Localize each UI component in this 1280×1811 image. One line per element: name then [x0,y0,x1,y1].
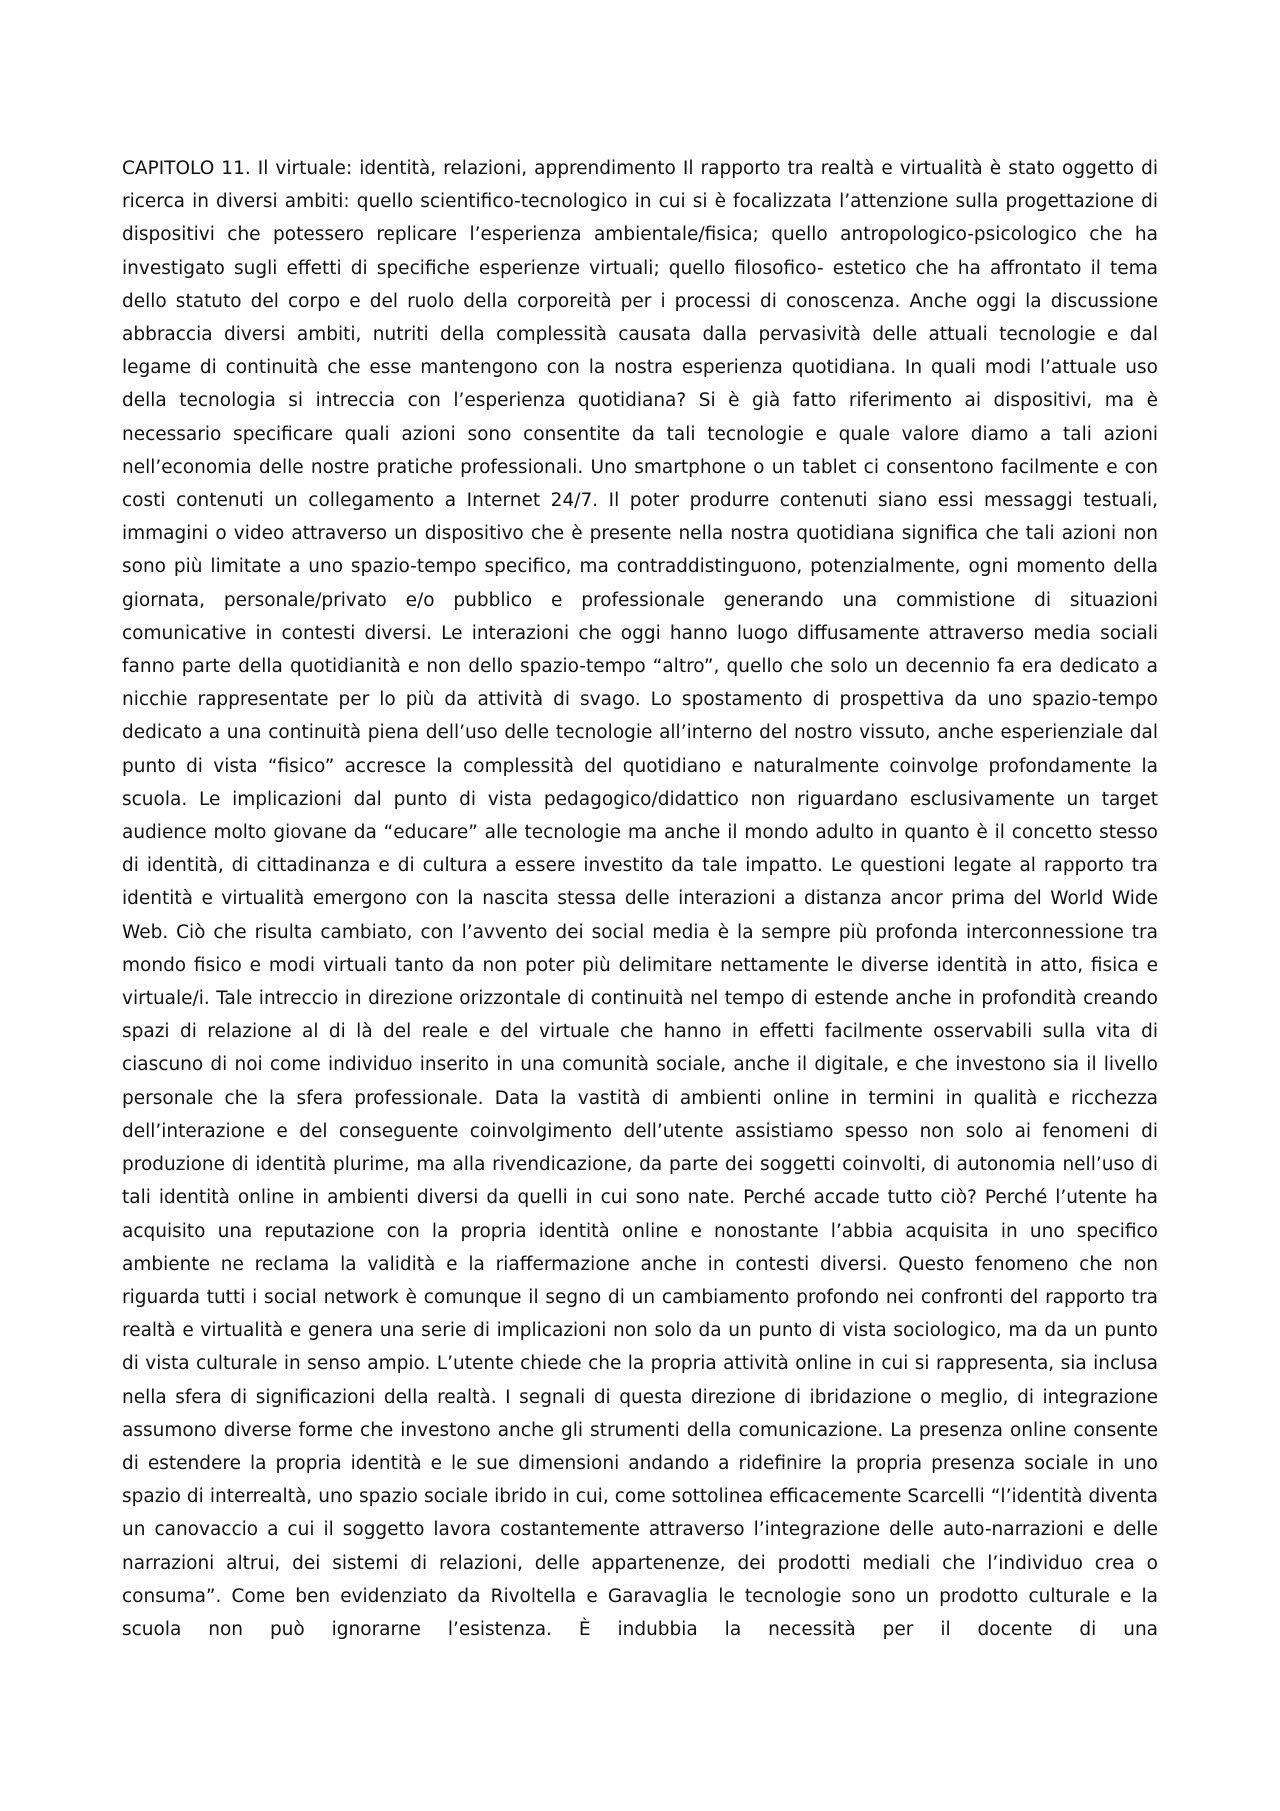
chapter-body-text: CAPITOLO 11. Il virtuale: identità, relazioni, apprendimento Il rapporto tra realtà e virtualità è stato oggetto di ricerca in diversi ambiti: quello scientifico-tecnologico in cui si è focalizzata l’attenzione sulla progettazione di dispositivi che potessero replicare l’esperienza ambientale/fisica; quello antropologico-psicologico che ha investigato sugli effetti di specifiche esperienze virtuali; quello filosofico- estetico che ha affrontato il tema dello statuto del corpo e del ruolo della corporeità per i processi di conoscenza. Anche oggi la discussione abbraccia diversi ambiti, nutriti della complessità causata dalla pervasività delle attuali tecnologie e dal legame di continuità che esse mantengono con la nostra esperienza quotidiana. In quali modi l’attuale uso della tecnologia si intreccia con l’esperienza quotidiana? Si è già fatto riferimento ai dispositivi, ma è necessario specificare quali azioni sono consentite da tali tecnologie e quale valore diamo a tali azioni nell’economia delle nostre pratiche professionali. Uno smartphone o un tablet ci consentono facilmente e con costi contenuti un collegamento a Internet 24/7. Il poter produrre contenuti siano essi messaggi testuali, immagini o video attraverso un dispositivo che è presente nella nostra quotidiana significa che tali azioni non sono più limitate a uno spazio-tempo specifico, ma contraddistinguono, potenzialmente, ogni momento della giornata, personale/privato e/o pubblico e professionale generando una commistione di situazioni comunicative in contesti diversi. Le interazioni che oggi hanno luogo diffusamente attraverso media sociali fanno parte della quotidianità e non dello spazio-tempo “altro”, quello che solo un decennio fa era dedicato a nicchie rappresentate per lo più da attività di svago. Lo spostamento di prospettiva da uno spazio-tempo dedicato a una continuità piena dell’uso delle tecnologie all’interno del nostro vissuto, anche esperienziale dal punto di vista “fisico” accresce la complessità del quotidiano e naturalmente coinvolge profondamente la scuola. Le implicazioni dal punto di vista pedagogico/didattico non riguardano esclusivamente un target audience molto giovane da “educare” alle tecnologie ma anche il mondo adulto in quanto è il concetto stesso di identità, di cittadinanza e di cultura a essere investito da tale impatto. Le questioni legate al rapporto tra identità e virtualità emergono con la nascita stessa delle interazioni a distanza ancor prima del World Wide Web. Ciò che risulta cambiato, con l’avvento dei social media è la sempre più profonda interconnessione tra mondo fisico e modi virtuali tanto da non poter più delimitare nettamente le diverse identità in atto, fisica e virtuale/i. Tale intreccio in direzione orizzontale di continuità nel tempo di estende anche in profondità creando spazi di relazione al di là del reale e del virtuale che hanno in effetti facilmente osservabili sulla vita di ciascuno di noi come individuo inserito in una comunità sociale, anche il digitale, e che investono sia il livello personale che la sfera professionale. Data la vastità di ambienti online in termini in qualità e ricchezza dell’interazione e del conseguente coinvolgimento dell’utente assistiamo spesso non solo ai fenomeni di produzione di identità plurime, ma alla rivendicazione, da parte dei soggetti coinvolti, di autonomia nell’uso di tali identità online in ambienti diversi da quelli in cui sono nate. Perché accade tutto ciò? Perché l’utente ha acquisito una reputazione con la propria identità online e nonostante l’abbia acquisita in uno specifico ambiente ne reclama la validità e la riaffermazione anche in contesti diversi. Questo fenomeno che non riguarda tutti i social network è comunque il segno di un cambiamento profondo nei confronti del rapporto tra realtà e virtualità e genera una serie di implicazioni non solo da un punto di vista sociologico, ma da un punto di vista culturale in senso ampio. L’utente chiede che la propria attività online in cui si rappresenta, sia inclusa nella sfera di significazioni della realtà. I segnali di questa direzione di ibridazione o meglio, di integrazione assumono diverse forme che investono anche gli strumenti della comunicazione. La presenza online consente di estendere la propria identità e le sue dimensioni andando a ridefinire la propria presenza sociale in uno spazio di interrealtà, uno spazio sociale ibrido in cui, come sottolinea efficacemente Scarcelli “l’identità diventa un canovaccio a cui il soggetto lavora costantemente attraverso l’integrazione delle auto-narrazioni e delle narrazioni altrui, dei sistemi di relazioni, delle appartenenze, dei prodotti mediali che l’individuo crea o consuma”. Come ben evidenziato da Rivoltella e Garavaglia le tecnologie sono un prodotto culturale e la scuola non può ignorarne l’esistenza. È indubbia la necessità per il docente di una [122,158,1158,1640]
